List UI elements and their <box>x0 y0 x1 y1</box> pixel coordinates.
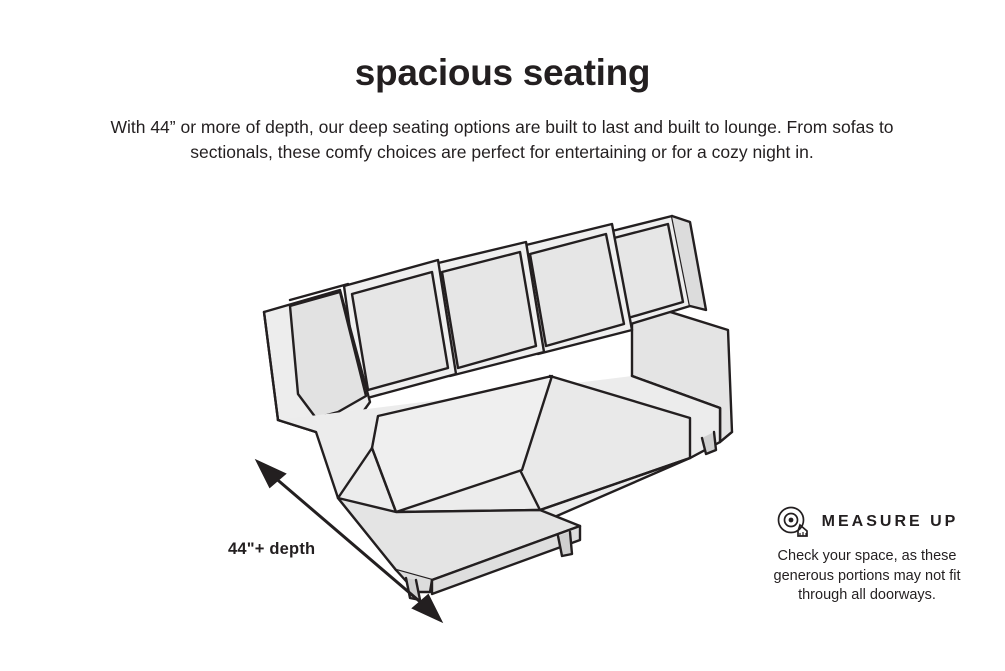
measure-up-title: MEASURE UP <box>821 513 959 530</box>
sofa-line-drawing <box>220 180 780 630</box>
depth-dimension-label: 44"+ depth <box>228 540 316 558</box>
description-text: With 44” or more of depth, our deep seating options are built to last and built to lounge. From sofas to sectionals, these comfy choices are perfect for entertaining or for a cozy night in. <box>110 117 894 163</box>
page-title: spacious seating <box>354 52 651 93</box>
measure-up-note-line-2: generous portions may not fit <box>773 567 961 584</box>
measure-up-note-line-3: through all doorways. <box>798 587 936 604</box>
sofa-illustration <box>220 180 780 630</box>
tape-measure-icon <box>776 505 810 539</box>
measure-up-block <box>742 505 992 606</box>
measure-up-note <box>742 547 992 606</box>
measure-up-note-line-1: Check your space, as these <box>777 548 957 564</box>
measure-up-heading <box>742 505 992 539</box>
